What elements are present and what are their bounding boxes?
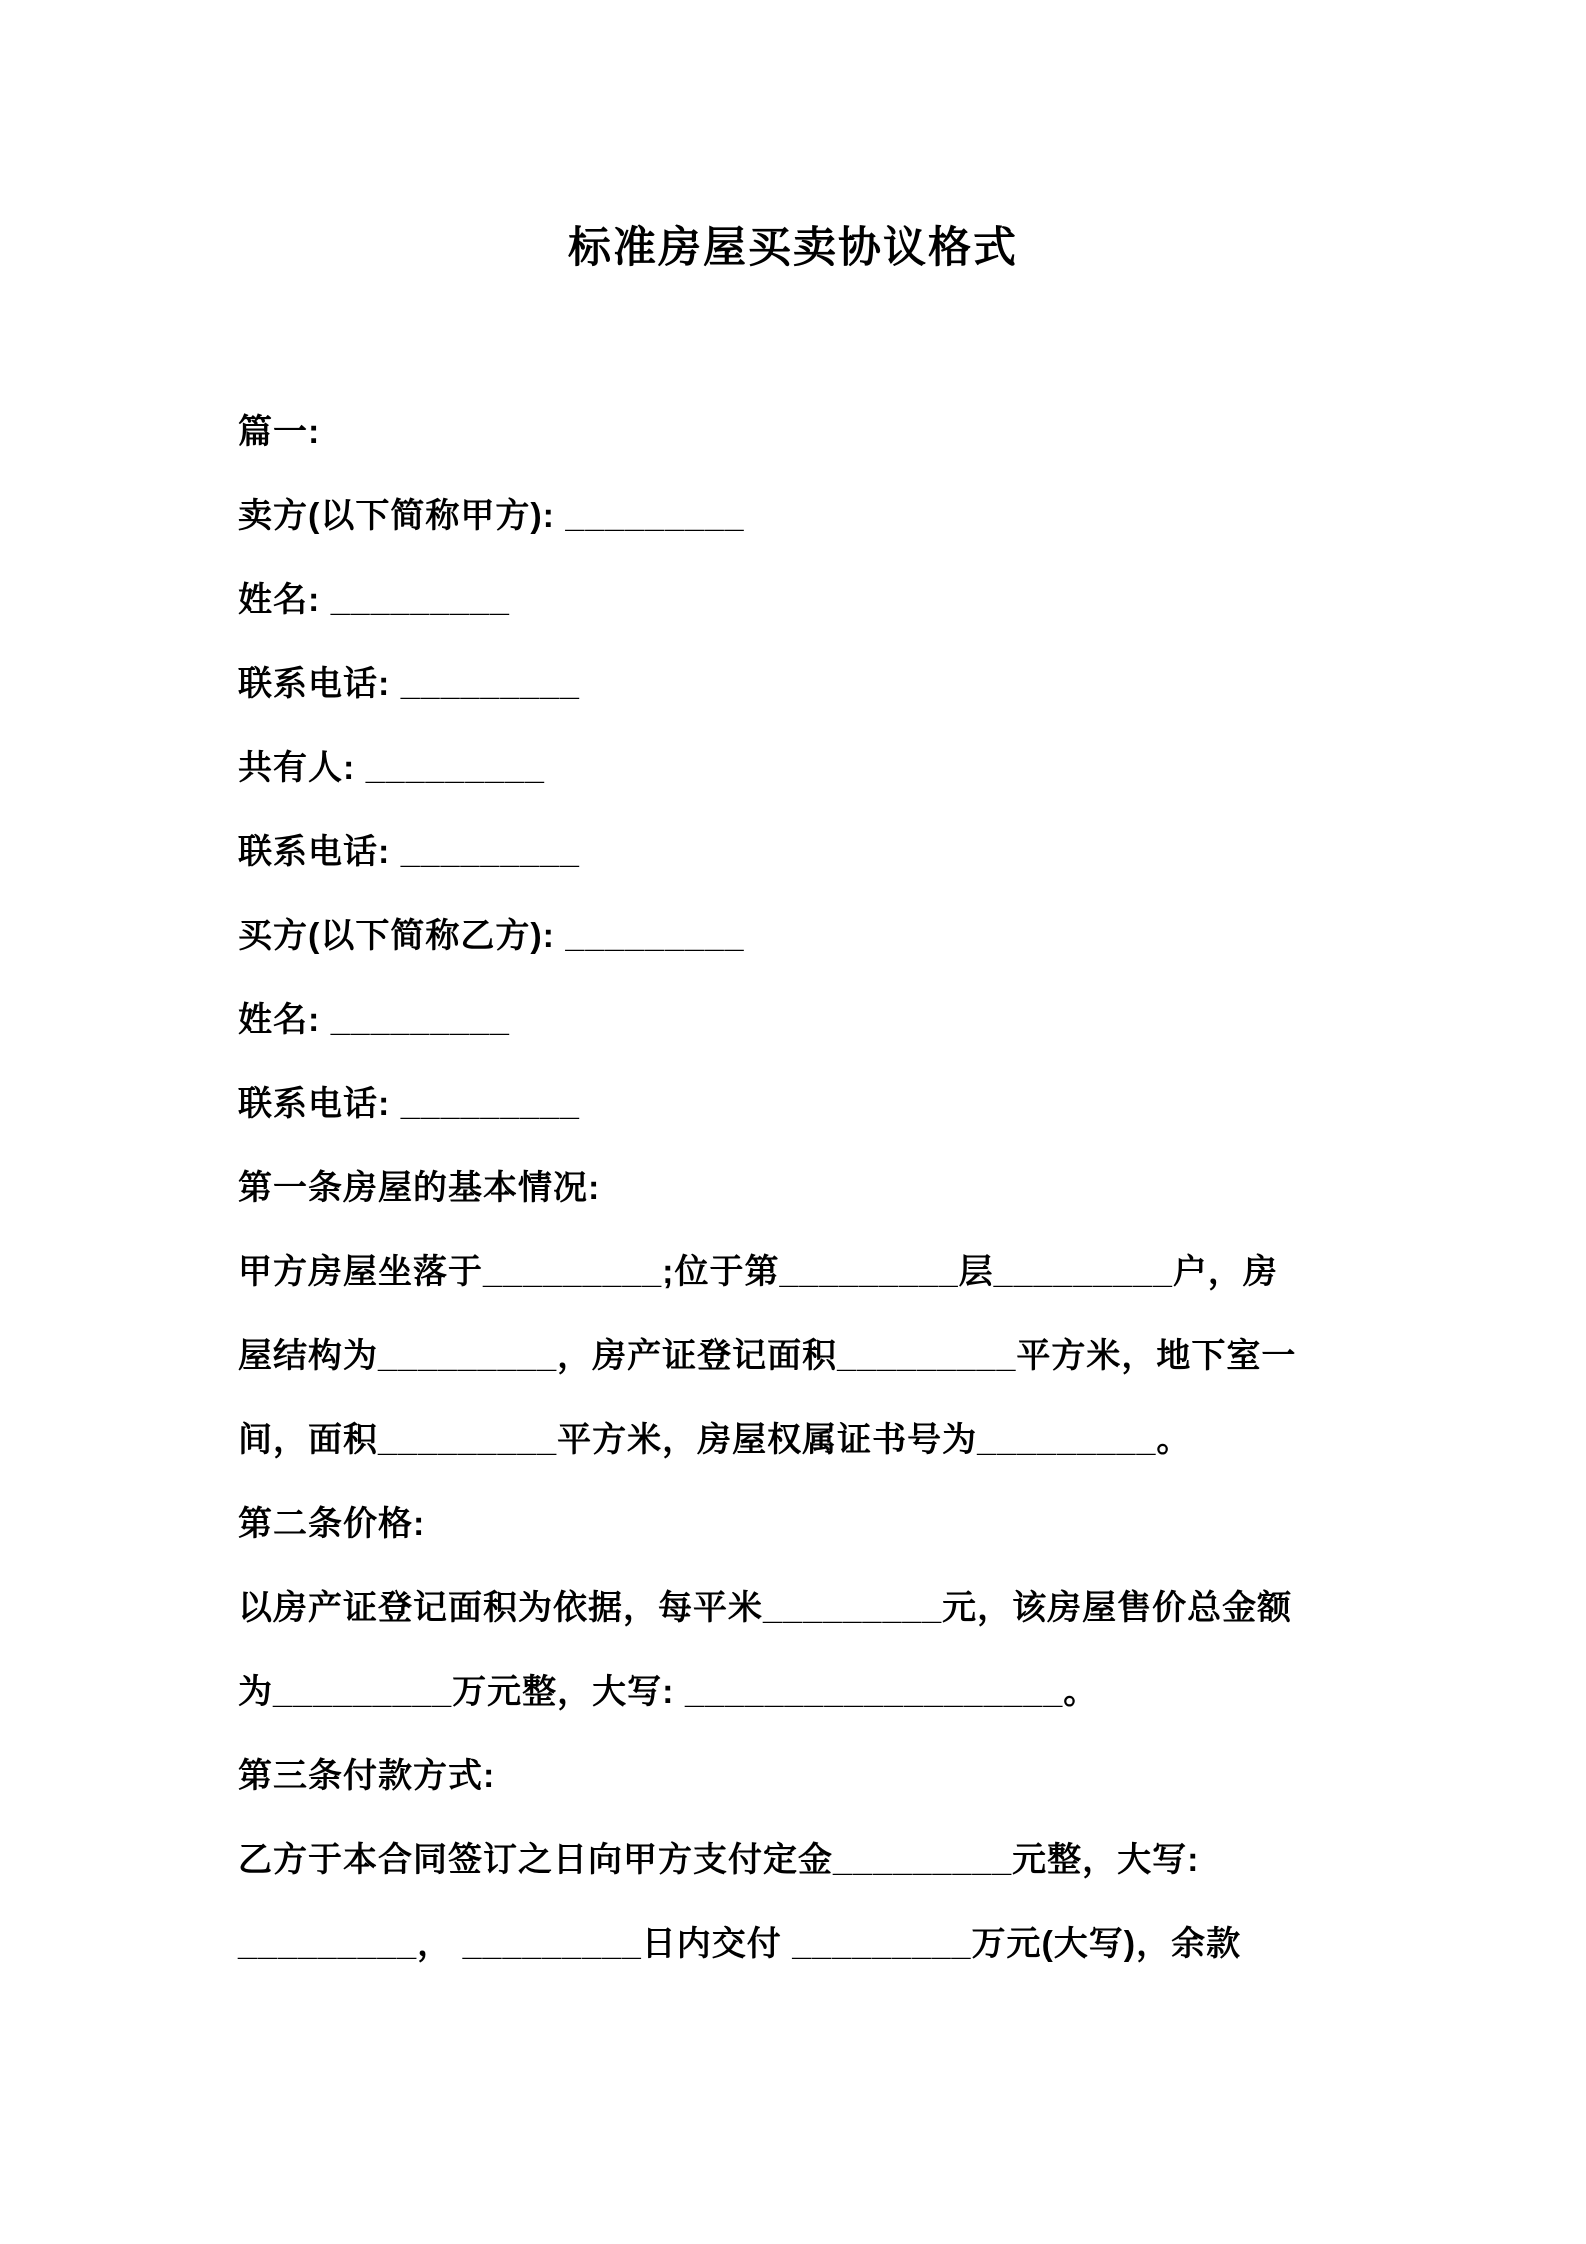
line-seller-name: 姓名: _________ (238, 581, 510, 619)
line-buyer-party-b: 买方(以下简称乙方): _________ (238, 917, 745, 955)
line-seller-phone: 联系电话: _________ (238, 665, 580, 703)
line-deposit-payment: 乙方于本合同签订之日向甲方支付定金_________元整，大写: (238, 1841, 1200, 1879)
line-buyer-name: 姓名: _________ (238, 1001, 510, 1039)
section-heading-article-2: 第二条价格: (238, 1505, 426, 1543)
line-house-certificate: 间，面积_________平方米，房屋权属证书号为_________。 (238, 1421, 1192, 1459)
line-installment-payment: _________， _________日内交付 _________万元(大写)，余款 (238, 1925, 1242, 1963)
section-label-part-one: 篇一: (238, 413, 321, 451)
line-house-location: 甲方房屋坐落于_________;位于第_________层_________户，房 (238, 1253, 1278, 1291)
line-buyer-phone: 联系电话: _________ (238, 1085, 580, 1123)
line-price-per-sqm: 以房产证登记面积为依据，每平米_________元，该房屋售价总金额 (238, 1589, 1293, 1627)
document-title: 标准房屋买卖协议格式 (568, 224, 1018, 272)
document-body (238, 415, 1438, 2011)
line-total-price: 为_________万元整，大写: ___________________。 (238, 1673, 1099, 1711)
line-house-structure: 屋结构为_________，房产证登记面积_________平方米，地下室一 (238, 1337, 1297, 1375)
line-seller-party-a: 卖方(以下简称甲方): _________ (238, 497, 745, 535)
line-co-owner: 共有人: _________ (238, 749, 545, 787)
section-heading-article-1: 第一条房屋的基本情况: (238, 1169, 601, 1207)
section-heading-article-3: 第三条付款方式: (238, 1757, 496, 1795)
line-co-owner-phone: 联系电话: _________ (238, 833, 580, 871)
